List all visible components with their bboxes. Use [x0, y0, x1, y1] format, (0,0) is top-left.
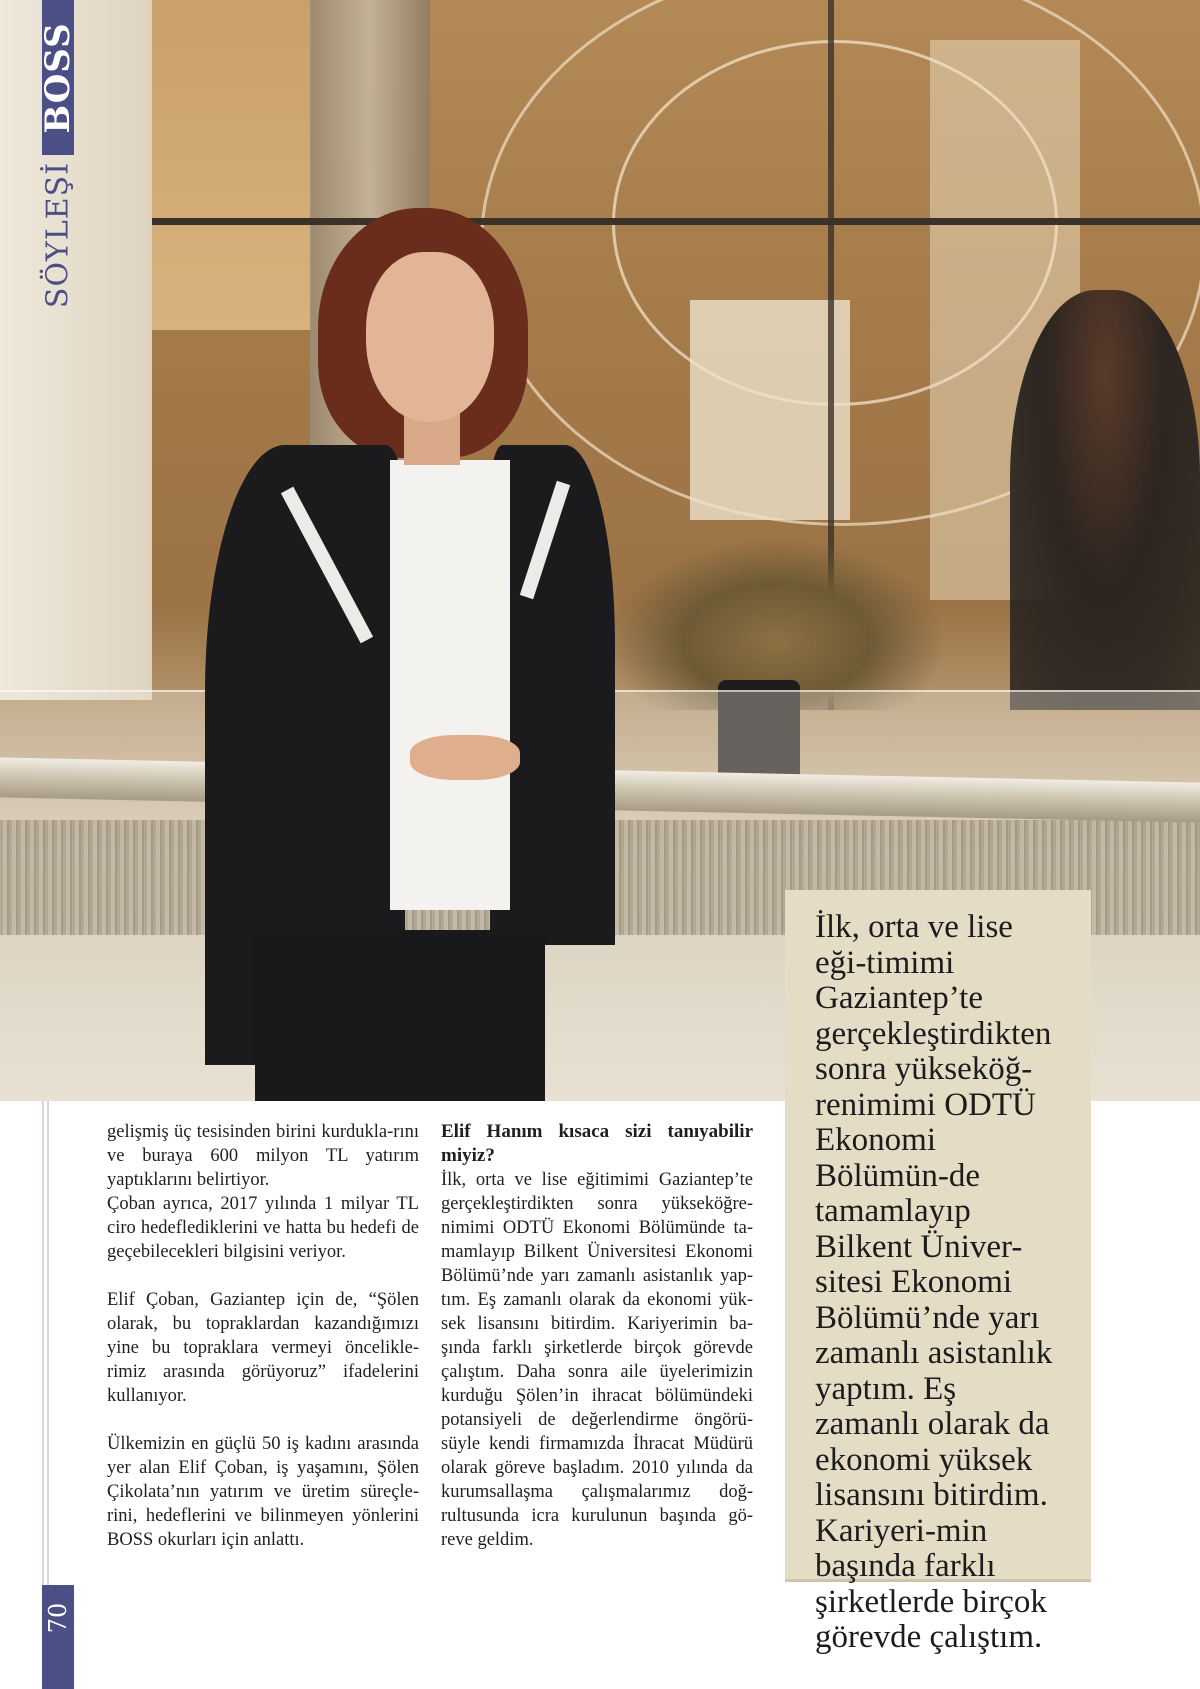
page-number-block [42, 1585, 74, 1689]
brand-logo: BOSS [38, 22, 78, 134]
paragraph: Ülkemizin en güçlü 50 iş kadını arasında yer alan Elif Çoban, iş yaşamını, Şölen Çikolata’nın yatırım ve üretim süreçle-rini, hedeflerini ve bilinmeyen yönlerini BOSS okurları için anlattı. [107, 1434, 419, 1550]
pull-quote-box [785, 890, 1091, 1655]
interview-answer: İlk, orta ve lise eğitimimi Gaziantep’te gerçekleştirdikten sonra yükseköğre-nimimi ODTÜ Ekonomi Bölümünde ta-mamlayıp Bilkent Üniversitesi Ekonomi Bölümü’nde yarı zamanlı asistanlık yap-tım. Eş zamanlı olarak da ekonomi yük-sek lisansını bitirdim. Kariyerimin ba-şında farklı şirketlerde birçok görevde çalıştım. Daha sonra aile üyelerimizin kurduğu Şölen’in ihracat bölümündeki potansiyeli de değerlendirme öngörü-süyle kendi firmamızda İhracat Müdürü olarak göreve başladım. 2010 yılında da kurumsallaşma çalışmalarımız doğ-rultusunda icra kurulunun başında gö-reve geldim. [441, 1170, 753, 1550]
section-label: SÖYLEŞİ [40, 161, 76, 309]
page-number: 70 [44, 1602, 72, 1634]
article-column-1 [107, 1120, 419, 1552]
pull-quote-text: İlk, orta ve lise eği-timimi Gaziantep’te gerçekleştirdikten sonra yükseköğ-renimimi ODTÜ Ekonomi Bölümün-de tamamlayıp Bilkent Üniver-sitesi Ekonomi Bölümü’nde yarı zamanlı asistanlık yaptım. Eş zamanlı olarak da ekonomi yüksek lisansını bitirdim. Kariyeri-min başında farklı şirketlerde birçok görevde çalıştım. [815, 909, 1053, 1655]
paragraph: Çoban ayrıca, 2017 yılında 1 milyar TL ciro hedeflediklerini ve hatta bu hedefi de geçebilecekleri bilgisini veriyor. [107, 1194, 419, 1262]
paragraph: gelişmiş üç tesisinden birini kurdukla-rını ve buraya 600 milyon TL yatırım yaptıklarını belirtiyor. [107, 1122, 419, 1190]
interview-question: Elif Hanım kısaca sizi tanıyabilir miyiz? [441, 1121, 753, 1166]
article-column-2 [441, 1120, 753, 1552]
reflection [1010, 290, 1200, 710]
paragraph: Elif Çoban, Gaziantep için de, “Şölen olarak, bu topraklardan kazandığımızı yine bu topraklara vermeyi öncelikle-rimiz arasında görüyoruz” ifadelerini kullanıyor. [107, 1290, 419, 1406]
portrait-face [366, 252, 494, 422]
